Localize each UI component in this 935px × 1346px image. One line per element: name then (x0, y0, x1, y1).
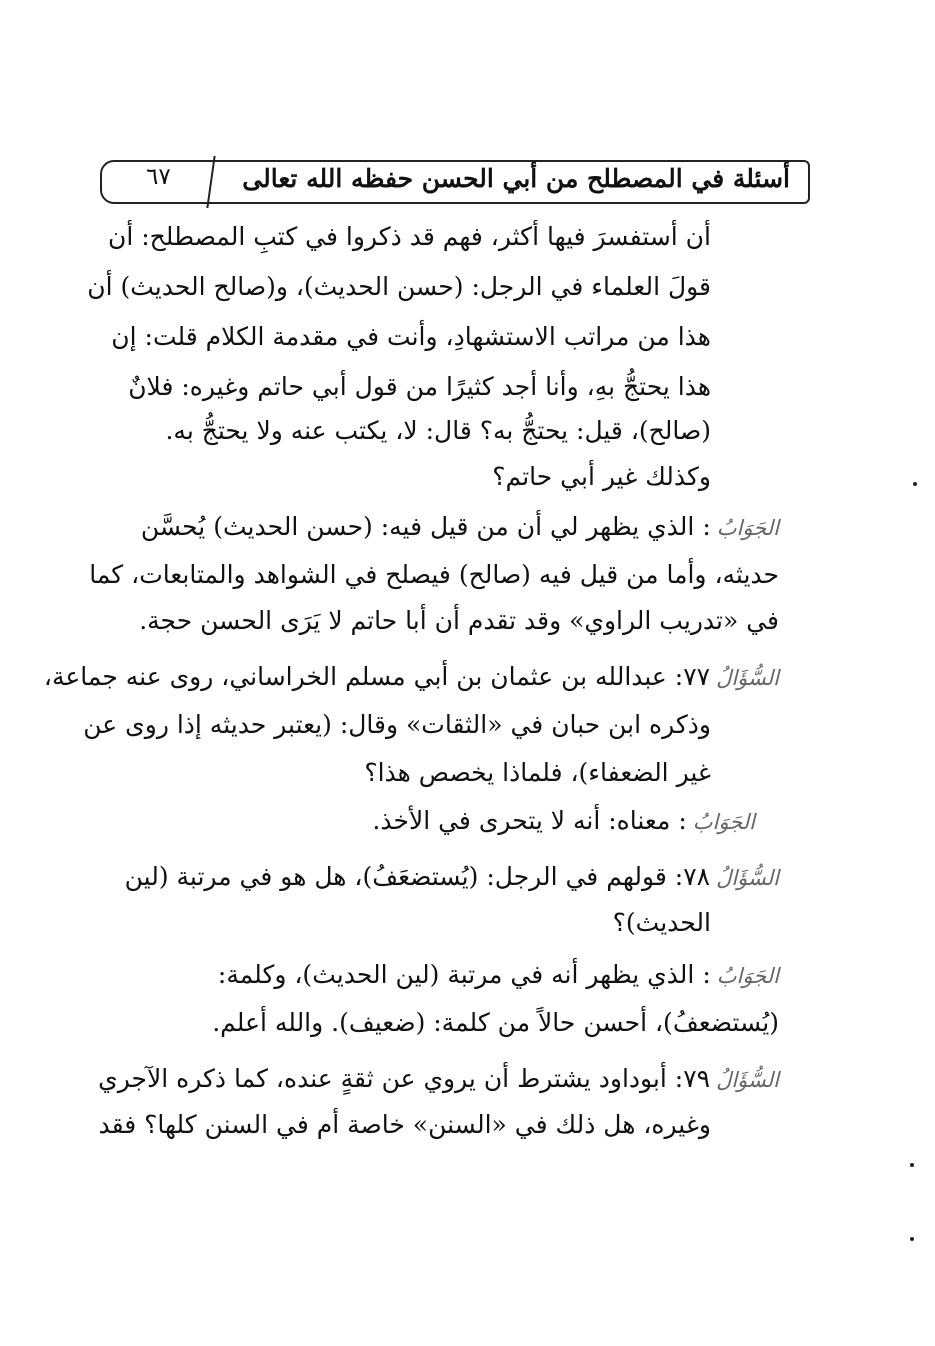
answer-line: الجَوَابُ: الذي يظهر لي أن من قيل فيه: (حسن الحديث) يُحسَّن (140, 512, 779, 541)
text-line: (صالح)، قيل: يحتجُّ به؟ قال: لا، يكتب عنه ولا يحتجُّ به. (165, 416, 711, 445)
page-number: ٦٧ (146, 164, 171, 190)
text-line: حديثه، وأما من قيل فيه (صالح) فيصلح في الشواهد والمتابعات، كما (89, 560, 779, 589)
question-label: السُّؤَالُ (716, 1068, 779, 1092)
answer-line: الجَوَابُ: معناه: أنه لا يتحرى في الأخذ. (372, 806, 755, 835)
text-line: هذا من مراتب الاستشهادِ، وأنت في مقدمة الكلام قلت: إن (111, 322, 711, 351)
question-line: السُّؤَالُ٧٧: عبدالله بن عثمان بن أبي مسلم الخراساني، روى عنه جماعة، (43, 662, 779, 691)
question-label: السُّؤَالُ (716, 866, 779, 890)
text-line: أن أستفسرَ فيها أكثر، فهم قد ذكروا في كتبِ المصطلح: أن (107, 222, 711, 251)
answer-label: الجَوَابُ (692, 810, 755, 834)
answer-label: الجَوَابُ (716, 964, 779, 988)
text-line: وغيره، هل ذلك في «السنن» خاصة أم في السنن كلها؟ فقد (98, 1110, 711, 1139)
scan-speck (913, 482, 917, 486)
text-line: وكذلك غير أبي حاتم؟ (492, 462, 711, 491)
scan-speck (910, 1163, 914, 1167)
question-line: السُّؤَالُ٧٩: أبوداود يشترط أن يروي عن ثقةٍ عنده، كما ذكره الآجري (98, 1064, 779, 1093)
answer-label: الجَوَابُ (716, 516, 779, 540)
text-line: قولَ العلماء في الرجل: (حسن الحديث)، و(صالح الحديث) أن (87, 272, 711, 301)
question-label: السُّؤَالُ (716, 666, 779, 690)
header-divider (206, 156, 215, 208)
scan-speck (910, 1237, 914, 1241)
text-line: هذا يحتجُّ بهِ، وأنا أجد كثيرًا من قول أبي حاتم وغيره: فلانٌ (128, 372, 711, 401)
text-line: في «تدريب الراوي» وقد تقدم أن أبا حاتم لا يَرَى الحسن حجة. (139, 606, 779, 635)
text-line: وذكره ابن حبان في «الثقات» وقال: (يعتبر حديثه إذا روى عن (83, 710, 711, 739)
question-line: السُّؤَالُ٧٨: قولهم في الرجل: (يُستضعَفُ)، هل هو في مرتبة (لين (124, 862, 779, 891)
text-line: غير الضعفاء)، فلماذا يخصص هذا؟ (364, 758, 711, 787)
text-line: (يُستضعفُ)، أحسن حالاً من كلمة: (ضعيف). والله أعلم. (212, 1008, 779, 1037)
running-title: أسئلة في المصطلح من أبي الحسن حفظه الله تعالى (242, 164, 790, 193)
running-header (100, 160, 810, 204)
answer-line: الجَوَابُ: الذي يظهر أنه في مرتبة (لين الحديث)، وكلمة: (217, 960, 779, 989)
text-line: الحديث)؟ (612, 908, 711, 937)
